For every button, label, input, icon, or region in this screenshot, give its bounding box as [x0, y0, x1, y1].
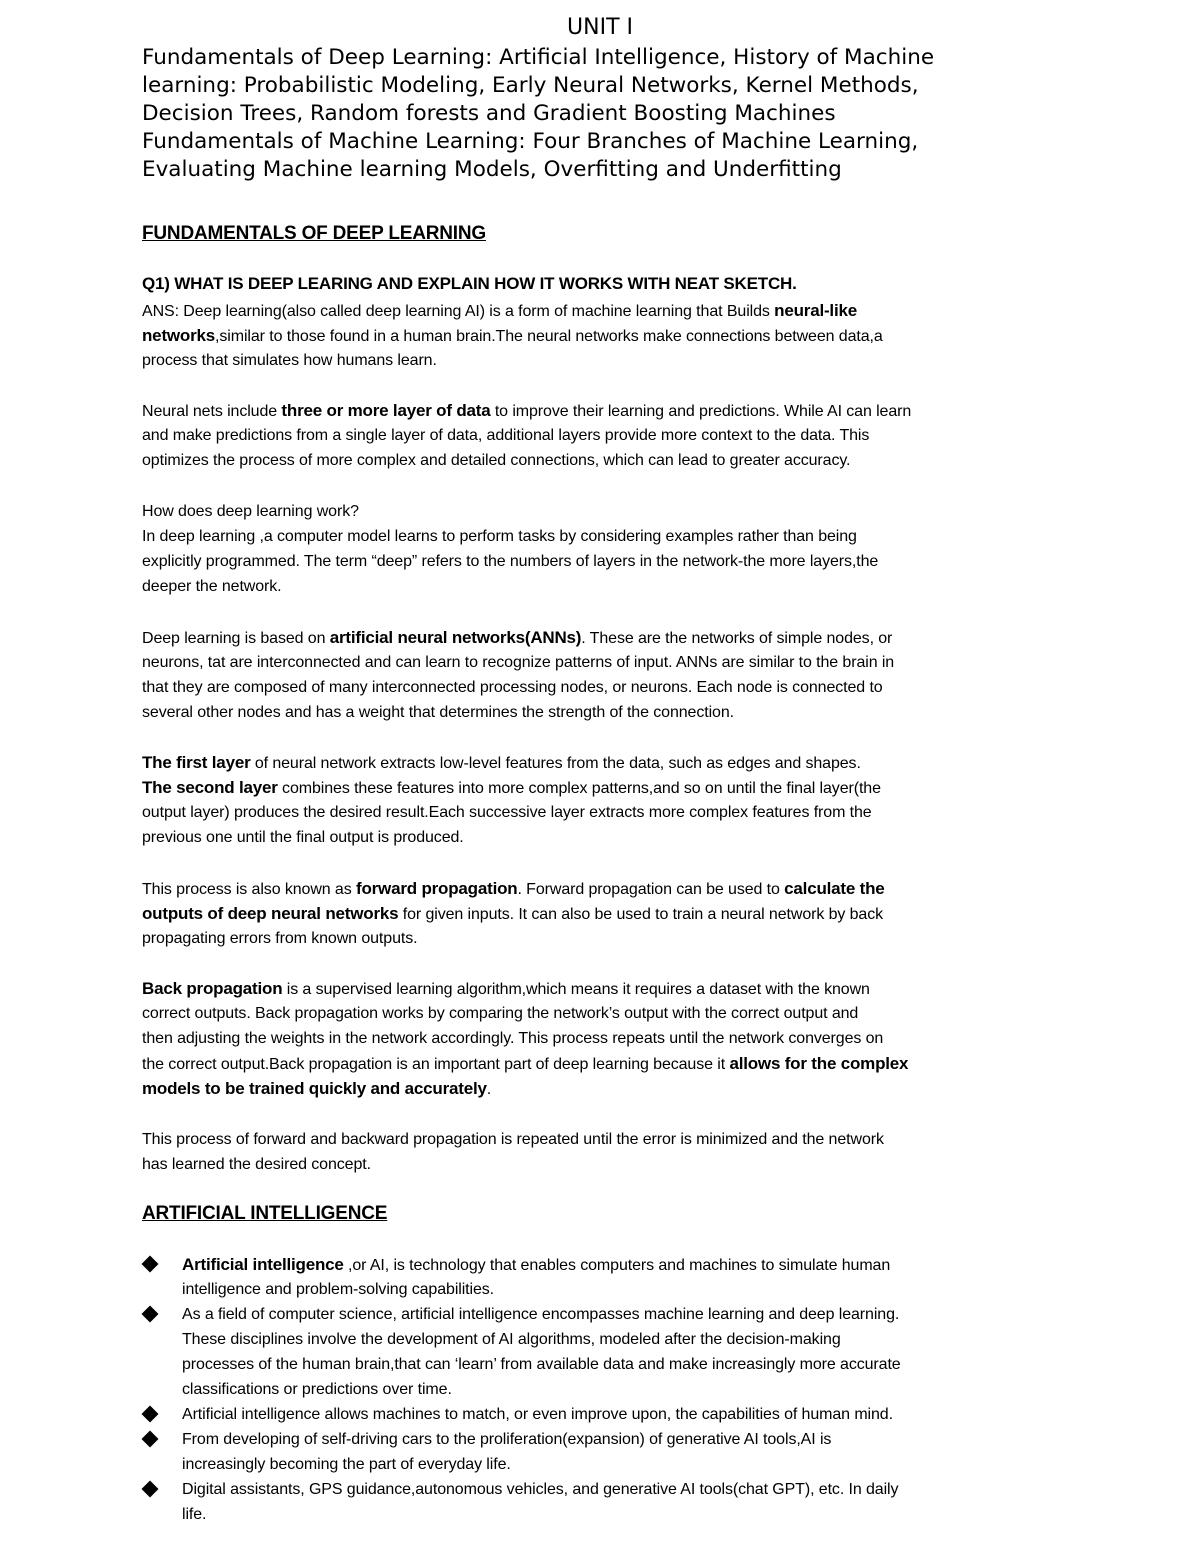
list-item: Artificial intelligence ,or AI, is technology that enables computers and machines to simulate human intelligence and problem-solving capabilities.: [142, 1252, 1062, 1302]
section-heading-deep-learning: FUNDAMENTALS OF DEEP LEARNING: [142, 223, 486, 244]
syllabus-line: Fundamentals of Machine Learning: Four Branches of Machine Learning,: [142, 129, 919, 154]
ai-bullet-list: [142, 1252, 1062, 1527]
list-item: As a field of computer science, artificial intelligence encompasses machine learning and deep learning. These disciplines involve the development of AI algorithms, modeled after the decision-making processes of the human brain,that can ‘learn’ from available data and make increasingly more accurate classifications or predictions over time.: [142, 1302, 1062, 1402]
diamond-bullet-icon: [142, 1256, 159, 1273]
paragraph-how-it-works: How does deep learning work? In deep learning ,a computer model learns to perform tasks by considering examples rather than being explicitly programmed. The term “deep” refers to the numbers of layers in the network-the more layers,the deeper the network.: [142, 503, 879, 595]
syllabus-line: Decision Trees, Random forests and Gradient Boosting Machines: [142, 101, 836, 126]
list-item: From developing of self-driving cars to the proliferation(expansion) of generative AI tools,AI is increasingly becoming the part of everyday life.: [142, 1427, 1062, 1477]
list-item: Digital assistants, GPS guidance,autonomous vehicles, and generative AI tools(chat GPT), etc. In daily life.: [142, 1477, 1062, 1527]
syllabus: [142, 44, 1142, 184]
syllabus-line: Evaluating Machine learning Models, Overfitting and Underfitting: [142, 157, 842, 182]
section-heading-ai: ARTIFICIAL INTELLIGENCE: [142, 1203, 388, 1224]
paragraph-error-minimized: This process of forward and backward propagation is repeated until the error is minimized and the network has learned the desired concept.: [142, 1131, 884, 1173]
paragraph-back-propagation: Back propagation is a supervised learning algorithm,which means it requires a dataset with the known correct outputs. Back propagation works by comparing the network’s output with the correct output and then adjusting the weights in the network accordingly. This process repeats until the network converges on the correct output.Back propagation is an important part of deep learning because it allows for the complex models to be trained quickly and accurately.: [142, 979, 909, 1098]
diamond-bullet-icon: [142, 1481, 159, 1498]
diamond-bullet-icon: [142, 1431, 159, 1448]
question-title: Q1) WHAT IS DEEP LEARING AND EXPLAIN HOW IT WORKS WITH NEAT SKETCH.: [142, 274, 797, 293]
list-item: Artificial intelligence allows machines to match, or even improve upon, the capabilities of human mind.: [142, 1402, 1062, 1427]
syllabus-line: Fundamentals of Deep Learning: Artificial Intelligence, History of Machine: [142, 45, 935, 70]
answer-paragraph: ANS: Deep learning(also called deep learning AI) is a form of machine learning that Builds neural-like networks,similar to those found in a human brain.The neural networks make connections between data,a process that simulates how humans learn.: [142, 301, 883, 369]
paragraph-layers: The first layer of neural network extracts low-level features from the data, such as edges and shapes. The second layer combines these features into more complex patterns,and so on until the final layer(the output layer) produces the desired result.Each successive layer extracts more complex features from the previous one until the final output is produced.: [142, 753, 881, 846]
paragraph-neural-nets: Neural nets include three or more layer of data to improve their learning and predictions. While AI can learn and make predictions from a single layer of data, additional layers provide more context to the data. This optimizes the process of more complex and detailed connections, which can lead to greater accuracy.: [142, 401, 912, 469]
paragraph-forward-propagation: This process is also known as forward propagation. Forward propagation can be used to calculate the outputs of deep neural networks for given inputs. It can also be used to train a neural network by back propagating errors from known outputs.: [142, 879, 885, 947]
paragraph-ann: Deep learning is based on artificial neural networks(ANNs). These are the networks of simple nodes, or neurons, tat are interconnected and can learn to recognize patterns of input. ANNs are similar to the brain in that they are composed of many interconnected processing nodes, or neurons. Each node is connected to several other nodes and has a weight that determines the strength of the connection.: [142, 628, 895, 721]
unit-title: UNIT I: [567, 15, 633, 40]
syllabus-line: learning: Probabilistic Modeling, Early Neural Networks, Kernel Methods,: [142, 73, 919, 98]
diamond-bullet-icon: [142, 1406, 159, 1423]
diamond-bullet-icon: [142, 1306, 159, 1323]
